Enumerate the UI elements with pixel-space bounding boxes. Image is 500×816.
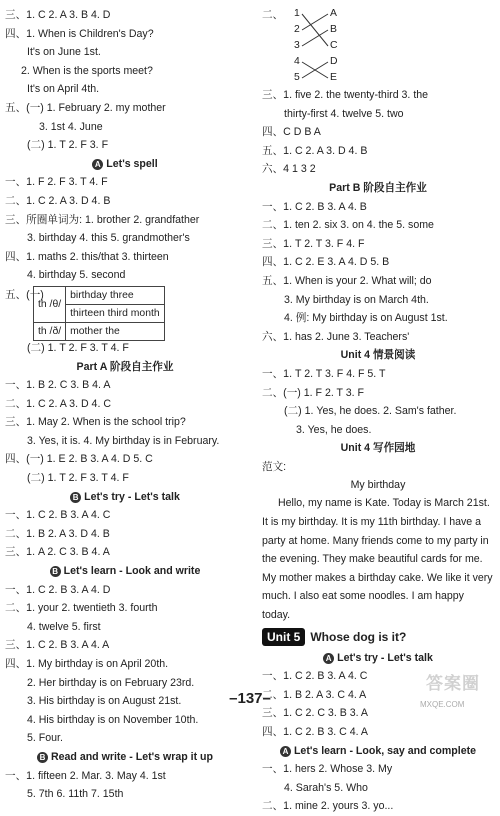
answer-line: 二、(一) 1. F 2. T 3. F (262, 386, 365, 399)
section-heading-text: Let's try - Let's talk (84, 490, 180, 503)
table-label: 五、(一) (5, 288, 44, 301)
match-number: 4 (294, 56, 300, 67)
answer-line: (二) 1. T 2. F 3. T 4. F (27, 472, 129, 485)
answer-line: 3. birthday 4. this 5. grandmother's (27, 232, 190, 245)
match-line (302, 14, 328, 46)
section-heading (262, 742, 494, 761)
section-heading (262, 649, 494, 668)
answer-line: 一、1. F 2. F 3. T 4. F (5, 176, 108, 189)
section-heading (5, 748, 245, 767)
match-number: 1 (294, 8, 300, 19)
answer-line: thirty-first 4. twelve 5. two (284, 107, 404, 120)
answer-line: 二、1. your 2. twentieth 3. fourth (5, 602, 158, 615)
answer-line: 四、1. C 2. E 3. A 4. D 5. B (262, 256, 390, 269)
match-letters (330, 6, 338, 86)
match-letter: C (330, 40, 338, 51)
answer-line: 一、1. C 2. B 3. A 4. D (5, 583, 111, 596)
answer-line: 3. Yes, it is. 4. My birthday is in February. (27, 434, 220, 447)
answer-line: 3. My birthday is on March 4th. (284, 293, 429, 306)
answer-line: (二) 1. T 2. F 3. T 4. F (27, 341, 129, 354)
answer-line: 三、1. C 2. C 3. B 3. A (262, 707, 368, 720)
match-number: 2 (294, 24, 300, 35)
left-column (5, 6, 245, 804)
section-heading-text: Read and write - Let's wrap it up (50, 750, 214, 763)
section-heading-text: Let's try - Let's talk (337, 651, 433, 664)
answer-line: It's on June 1st. (27, 46, 101, 59)
answer-line: 四、1. maths 2. this/that 3. thirteen (5, 250, 169, 263)
answer-line: (二) 1. Yes, he does. 2. Sam's father. (284, 405, 457, 418)
answer-line: 4. His birthday is on November 10th. (27, 713, 199, 726)
section-heading-text: Let's learn - Look, say and complete (293, 744, 477, 757)
phonics-table-block (5, 285, 245, 337)
unit-title: Whose dog is it? (310, 629, 407, 644)
answer-line: 四、1. When is Children's Day? (5, 27, 154, 40)
match-letter: A (330, 8, 337, 19)
watermark-url: MXQE.COM (420, 700, 465, 709)
phonics-table (33, 286, 165, 341)
section-heading (5, 488, 245, 507)
unit-badge: Unit 5 (262, 628, 305, 646)
answer-line: 四、C D B A (262, 126, 321, 139)
section-a-icon: A (92, 159, 103, 170)
answer-line: 二、1. B 2. A 3. D 4. B (5, 527, 110, 540)
answer-line: (二) 1. T 2. F 3. F (27, 139, 109, 152)
answer-line: 一、1. B 2. C 3. B 4. A (5, 379, 111, 392)
answer-line: 三、1. May 2. When is the school trip? (5, 416, 186, 429)
answer-line: 五、1. When is your 2. What will; do (262, 274, 432, 287)
phonics-cell: th /θ/ (34, 286, 66, 322)
answer-line: 5. 7th 6. 11th 7. 15th (27, 788, 124, 801)
answer-line: 四、(一) 1. E 2. B 3. A 4. D 5. C (5, 453, 153, 466)
answer-line: 五、(一) 1. February 2. my mother (5, 101, 166, 114)
section-heading-text: Let's learn - Look and write (63, 565, 201, 578)
answer-line: 5. Four. (27, 732, 63, 745)
answer-line: 3. Yes, he does. (296, 423, 372, 436)
section-heading (5, 155, 245, 174)
answer-line: 四、1. C 2. B 3. C 4. A (262, 726, 368, 738)
essay-body: Hello, my name is Kate. Today is March 21st. It is my birthday. It is my 11th birthday. I have a party at home. Many friends come to my party in the evening. They make beautiful cards for me. My mother makes a birthday cake. We like it very much. I also eat some noodles. I am happy today. (262, 497, 493, 622)
answer-line: 2. Her birthday is on February 23rd. (27, 676, 195, 689)
answer-line: 一、1. C 2. B 3. A 4. C (262, 670, 368, 683)
matching-exercise (262, 6, 494, 86)
match-line (302, 14, 328, 30)
match-line (302, 30, 328, 46)
section-a-icon: A (323, 653, 334, 664)
answer-line: 4. 例: My birthday is on August 1st. (284, 312, 448, 325)
answer-line: 3. 1st 4. June (39, 120, 103, 133)
answer-line: 2. When is the sports meet? (21, 64, 153, 77)
answer-line: 4. birthday 5. second (27, 269, 126, 282)
table-row (34, 286, 165, 304)
watermark-text: 答案圈 (426, 674, 480, 693)
section-b-icon: B (50, 566, 61, 577)
answer-line: 三、1. C 2. B 3. A 4. A (5, 639, 110, 652)
answer-line: 二、1. ten 2. six 3. on 4. the 5. some (262, 219, 434, 232)
answer-line: 二、1. B 2. A 3. C 4. A (262, 688, 367, 701)
section-b-icon: B (70, 492, 81, 503)
answer-line: 六、1. has 2. June 3. Teachers' (262, 330, 410, 343)
match-number: 5 (294, 72, 300, 83)
words-cell: thirteen third month (66, 304, 165, 322)
answer-line: 一、1. C 2. B 3. A 4. C (5, 509, 111, 522)
page-number: –137– (229, 690, 271, 707)
answer-line: 六、4 1 3 2 (262, 163, 316, 176)
unit-header (262, 626, 494, 648)
answer-line: 一、1. hers 2. Whose 3. My (262, 763, 393, 776)
table-row (34, 322, 165, 340)
answer-line: 二、1. C 2. A 3. D 4. B (5, 194, 111, 207)
section-heading (5, 562, 245, 581)
answer-line: 三、1. C 2. A 3. B 4. D (5, 9, 111, 21)
match-label: 二、 (262, 9, 284, 21)
answer-line: 四、1. My birthday is on April 20th. (5, 658, 169, 670)
watermark-logo (420, 669, 494, 709)
section-heading-text: Let's spell (106, 157, 158, 170)
match-number: 3 (294, 40, 300, 51)
match-letter: E (330, 72, 337, 83)
answer-line: 4. Sarah's 5. Who (284, 781, 368, 794)
words-cell: birthday three (66, 286, 165, 304)
answer-line: 二、1. C 2. A 3. D 4. C (5, 397, 111, 410)
section-heading: Unit 4 情景阅读 (340, 349, 416, 362)
answer-line: 一、1. T 2. T 3. F 4. F 5. T (262, 367, 386, 380)
match-lines (300, 6, 332, 86)
answer-line: 三、1. five 2. the twenty-third 3. the (262, 89, 429, 101)
section-a-icon: A (280, 746, 291, 757)
essay-title: My birthday (350, 479, 406, 492)
answer-line: 三、1. T 2. T 3. F 4. F (262, 237, 365, 250)
answer-line: 二、1. mine 2. yours 3. yo... (262, 800, 394, 813)
answer-line: It's on April 4th. (27, 83, 100, 96)
phonics-cell: th /ð/ (34, 322, 66, 340)
section-heading: Unit 4 写作园地 (340, 442, 416, 455)
section-b-icon: B (37, 752, 48, 763)
model-essay-label: 范文: (262, 460, 287, 473)
section-heading: Part B 阶段自主作业 (329, 181, 427, 194)
match-letter: D (330, 56, 338, 67)
answer-line: 三、1. A 2. C 3. B 4. A (5, 546, 110, 559)
words-cell: mother the (66, 322, 165, 340)
answer-line: 3. His birthday is on August 21st. (27, 695, 182, 708)
answer-line: 一、1. C 2. B 3. A 4. B (262, 200, 367, 213)
answer-line: 一、1. fifteen 2. Mar. 3. May 4. 1st (5, 769, 166, 782)
answer-line: 五、1. C 2. A 3. D 4. B (262, 144, 368, 157)
answer-line: 4. twelve 5. first (27, 620, 101, 633)
match-numbers (294, 6, 300, 86)
answer-line: 三、所圈单词为: 1. brother 2. grandfather (5, 213, 200, 226)
section-heading: Part A 阶段自主作业 (76, 360, 174, 373)
match-letter: B (330, 24, 337, 35)
